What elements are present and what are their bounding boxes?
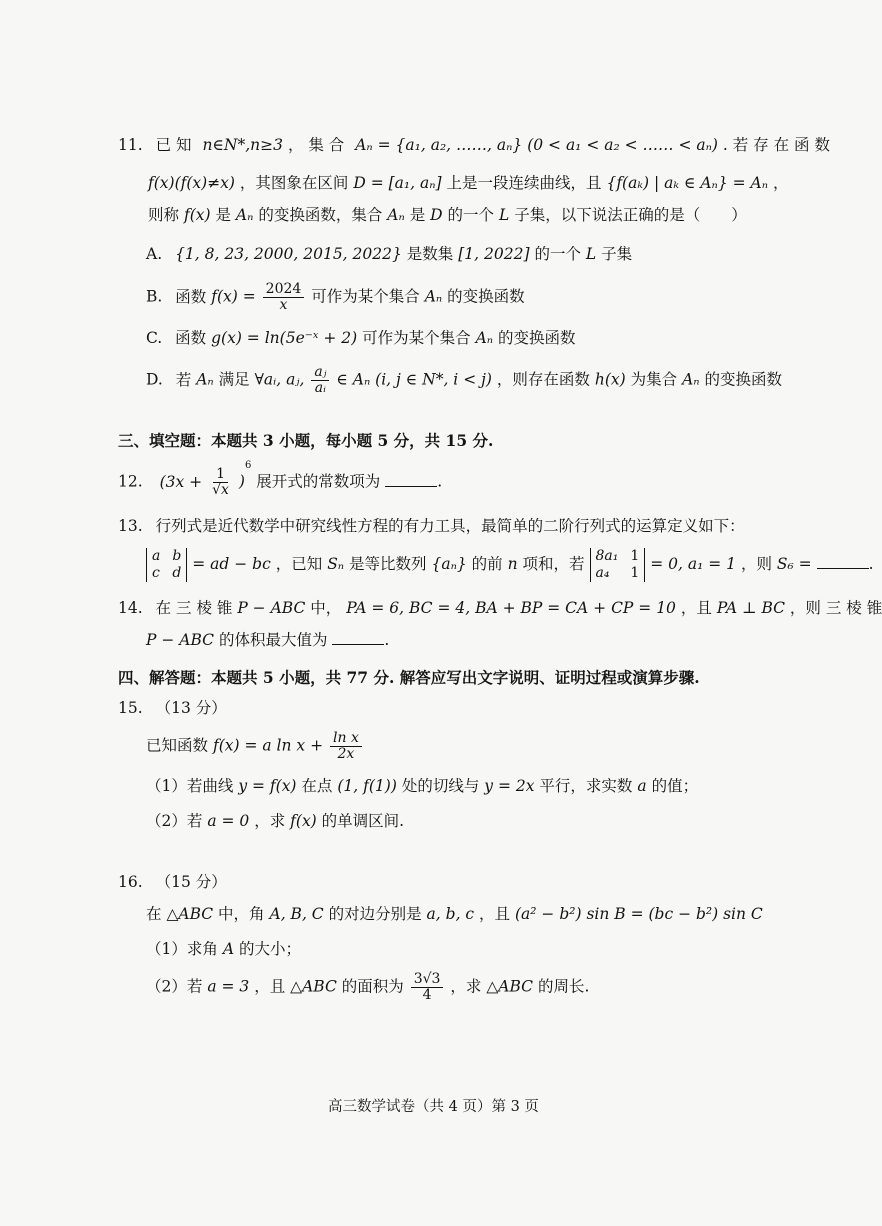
q11-math: Aₙ [387, 206, 405, 224]
q16-text: 的周长. [537, 977, 590, 996]
q11-text: 则称 [148, 206, 180, 224]
option-text: 若 [175, 370, 192, 389]
q16-math: a, b, c [426, 905, 475, 923]
q16-text: ，求 [450, 977, 482, 996]
q11-math: n∈N*,n≥3 [202, 136, 283, 154]
q14-text: . [384, 631, 390, 649]
q14-math: P − ABC [146, 631, 215, 649]
q15-math: y = 2x [484, 777, 535, 795]
q12-text: 展开式的常数项为 [256, 472, 381, 491]
fraction-denominator: 2x [337, 746, 355, 762]
q11-text: ， [772, 174, 789, 192]
page-footer: 高三数学试卷（共 4 页）第 3 页 [328, 1099, 539, 1115]
q16-text: 中，角 [218, 905, 265, 923]
q11-math: f(x) [183, 206, 211, 224]
option-text: 子集 [601, 245, 633, 263]
q13-line2 [146, 548, 874, 582]
fraction-numerator: aⱼ [311, 365, 329, 381]
det-entry: 1 [630, 565, 640, 581]
option-text: 的变换函数 [498, 329, 576, 347]
q15-math: f(x) = a ln x + [212, 736, 324, 755]
q12-text: . [437, 472, 443, 491]
q16-text: （2）若 [146, 977, 203, 996]
q13-text: 的前 [471, 555, 503, 573]
q12-number: 12. [118, 472, 143, 491]
q13-text: 是等比数列 [349, 555, 427, 573]
q15-math: f(x) [290, 812, 317, 830]
option-fraction [263, 282, 305, 313]
q16-math: △ABC [166, 905, 214, 923]
option-text: ，则存在函数 [496, 370, 590, 389]
option-math: Aₙ [196, 370, 214, 389]
q16-math: △ABC [290, 977, 337, 996]
q15-text: 已知函数 [146, 736, 209, 755]
q11-text: 已 知 [155, 136, 192, 154]
section-3-heading: 三、填空题：本题共 3 小题，每小题 5 分，共 15 分. [118, 431, 494, 450]
q11-text: ， 集 合 [287, 136, 345, 154]
q16-math: a = 3 [207, 977, 250, 996]
q12 [118, 460, 443, 498]
option-math: [1, 2022] [458, 245, 530, 263]
option-text: 满足 [218, 370, 250, 389]
option-math: Aₙ [475, 329, 494, 347]
det-entry: 8a₁ [595, 548, 619, 564]
q16-math: (a² − b²) sin B = (bc − b²) sin C [515, 905, 763, 923]
q14-text: ，则 三 棱 锥 [789, 599, 882, 617]
option-text: 函数 [175, 287, 207, 306]
q15-number: 15. [118, 699, 143, 717]
q16-text: 的大小； [238, 940, 301, 958]
det-entry: b [172, 548, 182, 564]
q16-score: （15 分） [155, 873, 227, 891]
q13-text: 行列式是近代数学中研究线性方程的有力工具，最简单的二阶行列式的运算定义如下： [155, 517, 745, 535]
answer-blank[interactable] [332, 630, 384, 645]
q11-math: Aₙ = {a₁, a₂, ……, aₙ} (0 < a₁ < a₂ < …… < aₙ) [355, 136, 718, 154]
q14-math: PA ⊥ BC [716, 599, 785, 617]
q11-option-b [146, 282, 525, 313]
q11-math: L [499, 206, 510, 224]
q12-exponent: 6 [244, 460, 252, 472]
q15-math: a = 0 [207, 812, 250, 830]
q16-header [118, 871, 227, 893]
det-entry: c [152, 565, 160, 581]
q13-text: . [868, 555, 874, 573]
q14-text: 在 三 棱 锥 [155, 599, 233, 617]
q11-number: 11. [118, 136, 143, 154]
q13-text: ，则 [740, 555, 772, 573]
q15-given [146, 731, 364, 762]
q11-math: D [430, 206, 443, 224]
q12-fraction [209, 467, 232, 498]
option-text: 为集合 [630, 370, 678, 389]
det-entry: 1 [630, 548, 640, 564]
q11-text: . 若 存 在 函 数 [722, 136, 830, 154]
determinant-condition [590, 548, 646, 582]
option-math: Aₙ [424, 287, 443, 306]
q13-math: {aₙ} [431, 555, 467, 573]
q11-text: 是 [215, 206, 231, 224]
q11-math: D = [a₁, aₙ] [353, 174, 442, 192]
q15-text: （2）若 [146, 812, 203, 830]
q11-math: Aₙ [235, 206, 254, 224]
q16-fraction [411, 972, 444, 1003]
q12-math: ) [238, 472, 245, 491]
q13-math: n [507, 555, 518, 573]
q16-text: 的对边分别是 [328, 905, 422, 923]
answer-blank[interactable] [817, 554, 869, 569]
fraction-denominator: 4 [422, 987, 432, 1003]
q11-option-c [146, 327, 576, 349]
q15-score: （13 分） [155, 699, 227, 717]
q13-math: = 0, a₁ = 1 [650, 555, 737, 573]
q14-line1 [118, 597, 882, 619]
q11-line1 [118, 134, 830, 156]
q16-part2 [146, 972, 589, 1003]
fraction-denominator: aᵢ [314, 380, 326, 396]
option-text: 的一个 [534, 245, 581, 263]
fraction-denominator: x [279, 297, 288, 313]
option-label: D. [146, 370, 163, 389]
option-math: {1, 8, 23, 2000, 2015, 2022} [175, 245, 402, 263]
q15-text: 在点 [301, 777, 333, 795]
option-math: h(x) [594, 370, 626, 389]
q13-text: 项和，若 [522, 555, 585, 573]
q15-text: 的值； [651, 777, 699, 795]
option-label: A. [146, 245, 163, 263]
q15-fraction [330, 731, 362, 762]
q15-part2 [146, 810, 404, 832]
q13-math: Sₙ [327, 555, 345, 573]
q14-text: 的体积最大值为 [218, 631, 328, 649]
q14-number: 14. [118, 599, 143, 617]
option-fraction [311, 365, 329, 396]
option-text: 可作为某个集合 [362, 329, 471, 347]
fraction-numerator: 1 [213, 467, 228, 483]
q14-math: PA = 6, BC = 4, BA + BP = CA + CP = 10 [346, 599, 676, 617]
option-text: 函数 [175, 329, 207, 347]
determinant-definition [146, 548, 187, 582]
option-text: 可作为某个集合 [311, 287, 420, 306]
q15-text: （1）若曲线 [146, 777, 234, 795]
q15-math: a [637, 777, 647, 795]
q16-math: A [222, 940, 235, 958]
q11-text: 是 [409, 206, 426, 224]
q15-header [118, 697, 227, 719]
q12-math: (3x + [159, 472, 203, 491]
q13-text: ，已知 [275, 555, 323, 573]
fraction-numerator: 2024 [263, 282, 305, 298]
fraction-denominator: √x [212, 482, 229, 498]
q11-math: {f(aₖ) | aₖ ∈ Aₙ} = Aₙ [606, 174, 768, 192]
section-4-heading: 四、解答题：本题共 5 小题，共 77 分. 解答应写出文字说明、证明过程或演算步骤. [118, 668, 700, 687]
q16-math: △ABC [486, 977, 533, 996]
q11-text: 上是一段连续曲线，且 [446, 174, 602, 192]
option-text: 的变换函数 [704, 370, 783, 389]
q11-text: 子集，以下说法正确的是（ ） [514, 206, 747, 224]
q16-number: 16. [118, 873, 143, 891]
q16-text: ，且 [479, 905, 511, 923]
q11-option-a [146, 243, 632, 265]
det-entry: d [172, 565, 182, 581]
option-label: B. [146, 287, 163, 306]
q13-number: 13. [118, 517, 143, 535]
q16-given [146, 903, 763, 925]
q16-text: 的面积为 [341, 977, 404, 996]
option-math: f(x) = [211, 287, 256, 306]
q14-text: 中， [310, 599, 342, 617]
option-math: L [585, 245, 597, 263]
fraction-numerator: 3√3 [411, 972, 444, 988]
q15-part1 [146, 775, 698, 797]
q11-text: 的一个 [447, 206, 495, 224]
q16-text: （1）求角 [146, 940, 218, 958]
q14-line2 [146, 629, 389, 651]
q15-text: 的单调区间. [321, 812, 405, 830]
q16-text: ，且 [254, 977, 286, 996]
q15-math: (1, f(1)) [337, 777, 397, 795]
fraction-numerator: ln x [330, 731, 362, 747]
q15-math: y = f(x) [238, 777, 297, 795]
q16-text: 在 [146, 905, 162, 923]
option-label: C. [146, 329, 163, 347]
q14-math: P − ABC [237, 599, 306, 617]
q15-text: ，求 [254, 812, 286, 830]
det-entry: a₄ [595, 565, 610, 581]
q16-part1 [146, 938, 301, 960]
q11-line2 [148, 172, 788, 194]
option-math: ∈ Aₙ (i, j ∈ N*, i < j) [336, 370, 492, 389]
q13-math: S₆ = [776, 555, 812, 573]
option-math: ∀aᵢ, aⱼ, [254, 370, 305, 389]
q11-text: 的变换函数，集合 [258, 206, 383, 224]
option-math: g(x) = ln(5e⁻ˣ + 2) [211, 329, 358, 347]
q11-option-d [146, 365, 782, 396]
q13-math: = ad − bc [192, 555, 271, 573]
q15-text: 处的切线与 [401, 777, 480, 795]
q11-text: ，其图象在区间 [239, 174, 349, 192]
option-text: 是数集 [406, 245, 454, 263]
q11-math: f(x)(f(x)≠x) [148, 174, 235, 192]
det-entry: a [152, 548, 161, 564]
option-text: 的变换函数 [447, 287, 525, 306]
q15-text: 平行，求实数 [539, 777, 633, 795]
q16-math: A, B, C [269, 905, 324, 923]
q13-line1 [118, 515, 745, 537]
answer-blank[interactable] [385, 472, 437, 487]
q11-line3 [148, 204, 747, 226]
option-math: Aₙ [682, 370, 700, 389]
q14-text: ，且 [680, 599, 712, 617]
